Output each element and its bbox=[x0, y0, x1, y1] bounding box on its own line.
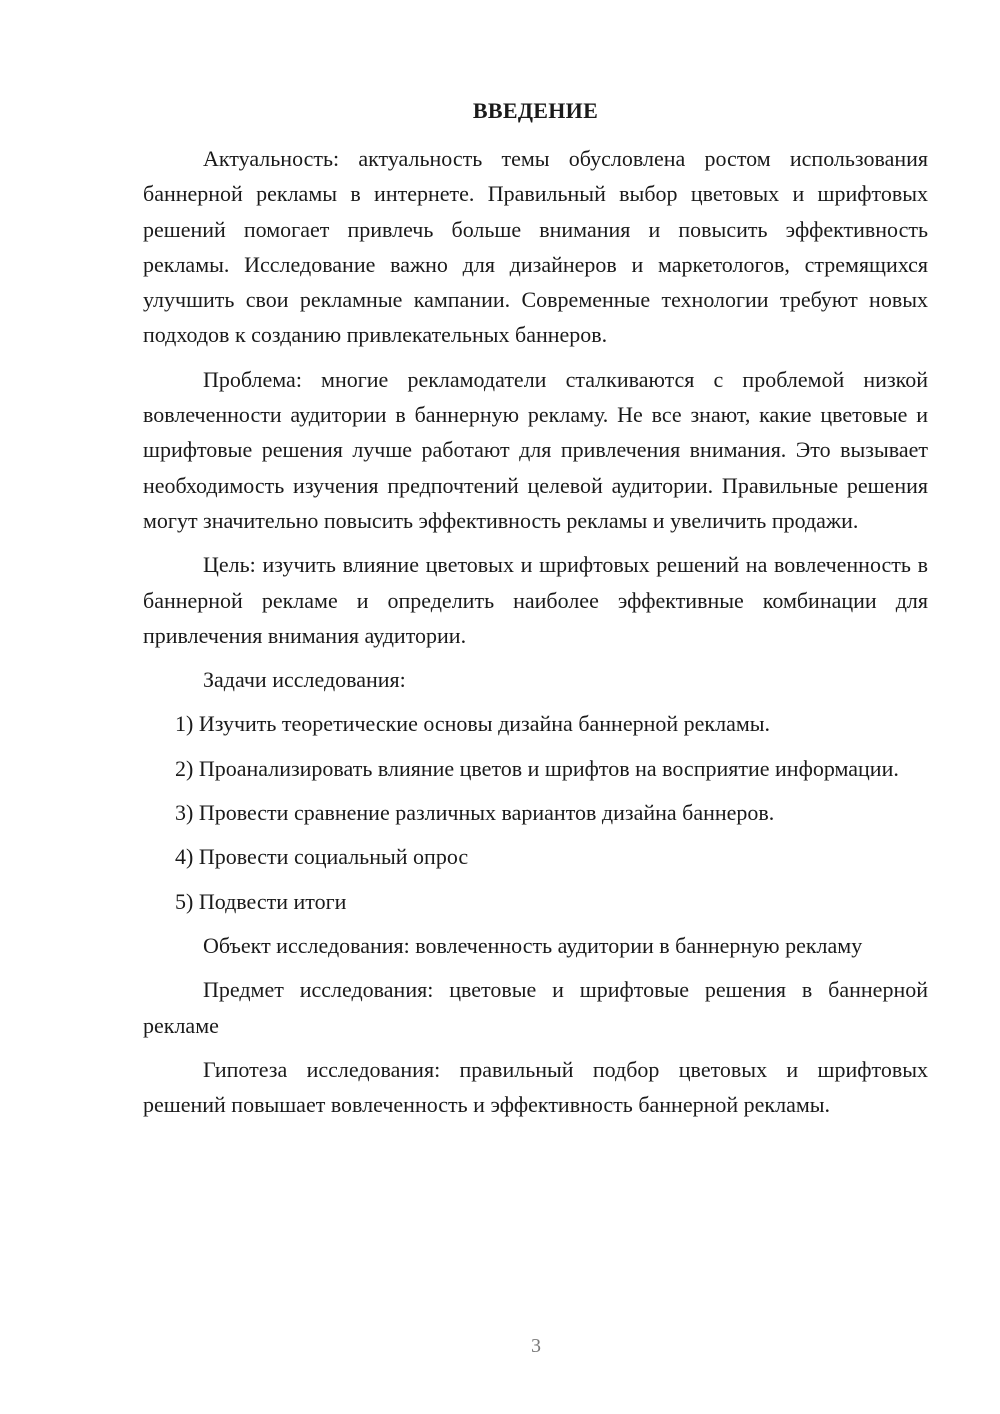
page-title: ВВЕДЕНИЕ bbox=[472, 98, 599, 123]
hypothesis-paragraph: Гипотеза исследования: правильный подбор цветовых и шрифтовых решений повышает вовлеченность и эффективность баннерной рекламы. bbox=[143, 1056, 928, 1118]
goal-paragraph: Цель: изучить влияние цветовых и шрифтовых решений на вовлеченность в баннерной рекламе и определить наиболее эффективные комбинации для привлечения внимания аудитории. bbox=[143, 552, 928, 648]
task-item: 5) Подвести итоги bbox=[175, 888, 347, 914]
relevance-paragraph: Актуальность: актуальность темы обусловлена ростом использования баннерной рекламы в интернете. Правильный выбор цветовых и шрифтовых решений помогает привлечь больше внимания и повысить эффективность рекламы. Исследование важно для дизайнеров и маркетологов, стремящихся улучшить свои рекламные кампании. Современные технологии требуют новых подходов к созданию привлекательных баннеров. bbox=[143, 146, 928, 348]
object-paragraph: Объект исследования: вовлеченность аудитории в баннерную рекламу bbox=[203, 932, 863, 958]
task-item: 1) Изучить теоретические основы дизайна баннерной рекламы. bbox=[175, 711, 771, 737]
document-page bbox=[143, 95, 928, 1122]
tasks-heading: Задачи исследования: bbox=[203, 667, 406, 693]
task-item: 2) Проанализировать влияние цветов и шрифтов на восприятие информации. bbox=[175, 755, 899, 781]
task-item: 3) Провести сравнение различных вариантов дизайна баннеров. bbox=[175, 800, 775, 826]
problem-paragraph: Проблема: многие рекламодатели сталкиваются с проблемой низкой вовлеченности аудитории в баннерную рекламу. Не все знают, какие цветовые и шрифтовые решения лучше работают для привлечения внимания. Это вызывает необходимость изучения предпочтений целевой аудитории. Правильные решения могут значительно повысить эффективность рекламы и увеличить продажи. bbox=[143, 366, 928, 533]
subject-paragraph: Предмет исследования: цветовые и шрифтовые решения в баннерной рекламе bbox=[143, 977, 928, 1038]
task-item: 4) Провести социальный опрос bbox=[175, 844, 469, 870]
page-number: 3 bbox=[531, 1335, 541, 1357]
